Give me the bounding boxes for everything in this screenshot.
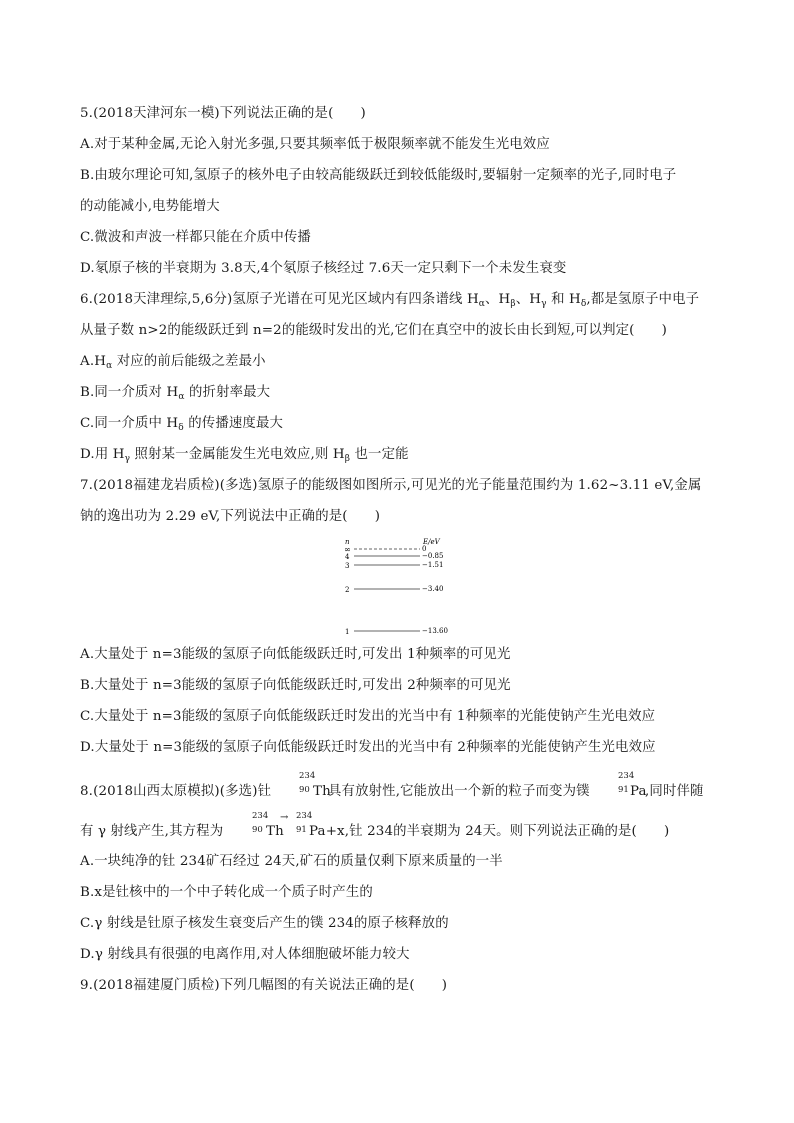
q6-stem-line1 <box>80 291 699 313</box>
q6-stem-line2: 从量子数 n>2的能级跃迁到 n=2的能级时发出的光,它们在真空中的波长由长到短,可以判定( ) <box>80 323 668 338</box>
q6-option-d <box>80 446 409 468</box>
level-e-infinity: 0 <box>422 545 427 553</box>
pa-symbol: Pa <box>630 784 647 799</box>
eq-pa-atomic-number: 91 <box>296 825 307 835</box>
q7-option-c: C.大量处于 n=3能级的氢原子向低能级跃迁时发出的光当中有 1种频率的光能使钠产生光电效应 <box>80 709 656 724</box>
q8-equation-rest: Pa+x,钍 234的半衰期为 24天。则下列说法正确的是( ) <box>309 824 670 839</box>
option-text: D.用 H <box>80 447 125 462</box>
option-text: 的折射率最大 <box>184 385 271 400</box>
q5-option-d: D.氡原子核的半衰期为 3.8天,4个氡原子核经过 7.6天一定只剩下一个未发生衰变 <box>80 261 567 276</box>
q8-option-c: C.γ 射线是钍原子核发生衰变后产生的镤 234的原子核释放的 <box>80 916 449 931</box>
eq-th-atomic-number: 90 <box>252 825 263 835</box>
q5-option-c: C.微波和声波一样都只能在介质中传播 <box>80 230 311 245</box>
level-n-1: 1 <box>345 628 350 636</box>
q5-option-b-line1: B.由玻尔理论可知,氢原子的核外电子由较高能级跃迁到较低能级时,要辐射一定频率的光子,同时电子 <box>80 168 677 183</box>
energy-level-diagram <box>340 535 470 640</box>
q5-option-a: A.对于某种金属,无论入射光多强,只要其频率低于极限频率就不能发生光电效应 <box>80 137 550 152</box>
q6-separator: 和 H <box>546 292 581 307</box>
q8-option-b: B.x是钍核中的一个中子转化成一个质子时产生的 <box>80 885 373 900</box>
q8-stem-part3: ,同时伴随 <box>645 784 704 799</box>
q7-stem-line2: 钠的逸出功为 2.29 eV,下列说法中正确的是( ) <box>80 509 381 524</box>
q7-stem-line1: 7.(2018福建龙岩质检)(多选)氢原子的能级图如图所示,可见光的光子能量范围约为 1.62~3.11 eV,金属 <box>80 478 702 493</box>
level-n-2: 2 <box>345 586 350 594</box>
level-e-1: −13.60 <box>422 627 448 635</box>
q7-option-a: A.大量处于 n=3能级的氢原子向低能级跃迁时,可发出 1种频率的可见光 <box>80 647 511 662</box>
option-text: C.同一介质中 H <box>80 416 179 431</box>
level-n-4: 4 <box>345 553 350 561</box>
h-alpha-subscript: α <box>178 392 185 402</box>
option-text: 的传播速度最大 <box>183 416 284 431</box>
h-gamma-subscript: γ <box>541 299 547 309</box>
energy-axis-header: E/eV <box>423 538 440 546</box>
q7-option-b: B.大量处于 n=3能级的氢原子向低能级跃迁时,可发出 2种频率的可见光 <box>80 678 511 693</box>
q5-option-b-line2: 的动能减小,电势能增大 <box>80 199 220 214</box>
n-axis-header: n <box>345 538 350 546</box>
option-text: 对应的前后能级之差最小 <box>112 354 266 369</box>
q8-option-a: A.一块纯净的钍 234矿石经过 24天,矿石的质量仅剩下原来质量的一半 <box>80 854 503 869</box>
level-e-2: −3.40 <box>422 585 444 593</box>
option-text: A.H <box>80 354 107 369</box>
q6-option-a <box>80 353 266 375</box>
option-text: 照射某一金属能发生光电效应,则 H <box>130 447 345 462</box>
h-delta-subscript: δ <box>580 299 587 309</box>
eq-th-symbol: Th <box>266 824 284 839</box>
q6-separator: 、H <box>515 292 542 307</box>
q8-option-d: D.γ 射线具有很强的电离作用,对人体细胞破坏能力较大 <box>80 947 410 962</box>
h-beta-subscript: β <box>510 299 516 309</box>
option-text: 也一定能 <box>350 447 409 462</box>
level-n-3: 3 <box>345 562 350 570</box>
h-delta-subscript: δ <box>178 423 184 433</box>
option-text: B.同一介质对 H <box>80 385 179 400</box>
q6-stem-text: ,都是氢原子中电子 <box>586 292 700 307</box>
q8-stem-line2-text: 有 γ 射线产生,其方程为 <box>80 824 224 839</box>
h-beta-subscript: β <box>344 454 351 464</box>
h-alpha-subscript: α <box>478 299 486 309</box>
q6-stem-text: 6.(2018天津理综,5,6分)氢原子光谱在可见光区域内有四条谱线 H <box>80 292 479 307</box>
eq-th-mass-number: 234 <box>252 811 269 821</box>
q8-stem-part1: 8.(2018山西太原模拟)(多选)钍 <box>80 784 272 799</box>
level-n-infinity: ∞ <box>344 545 351 554</box>
reaction-arrow: → <box>280 812 289 823</box>
level-e-3: −1.51 <box>422 561 444 569</box>
pa-atomic-number: 91 <box>618 785 629 795</box>
q7-option-d: D.大量处于 n=3能级的氢原子向低能级跃迁时发出的光当中有 2种频率的光能使钠产生光电效应 <box>80 740 656 755</box>
th-symbol: Th <box>313 784 331 799</box>
q5-stem: 5.(2018天津河东一模)下列说法正确的是( ) <box>80 106 366 121</box>
q8-stem-part2: 具有放射性,它能放出一个新的粒子而变为镤 <box>328 784 590 799</box>
eq-pa-mass-number: 234 <box>296 811 313 821</box>
h-alpha-subscript: α <box>106 361 113 371</box>
h-gamma-subscript: γ <box>124 454 131 464</box>
level-e-4: −0.85 <box>422 552 444 560</box>
q6-separator: 、H <box>485 292 511 307</box>
q6-option-b <box>80 384 270 406</box>
q9-stem: 9.(2018福建厦门质检)下列几幅图的有关说法正确的是( ) <box>80 978 448 993</box>
q6-option-c <box>80 415 283 437</box>
th-atomic-number: 90 <box>299 785 310 795</box>
th-mass-number: 234 <box>299 771 316 781</box>
pa-mass-number: 234 <box>618 771 635 781</box>
